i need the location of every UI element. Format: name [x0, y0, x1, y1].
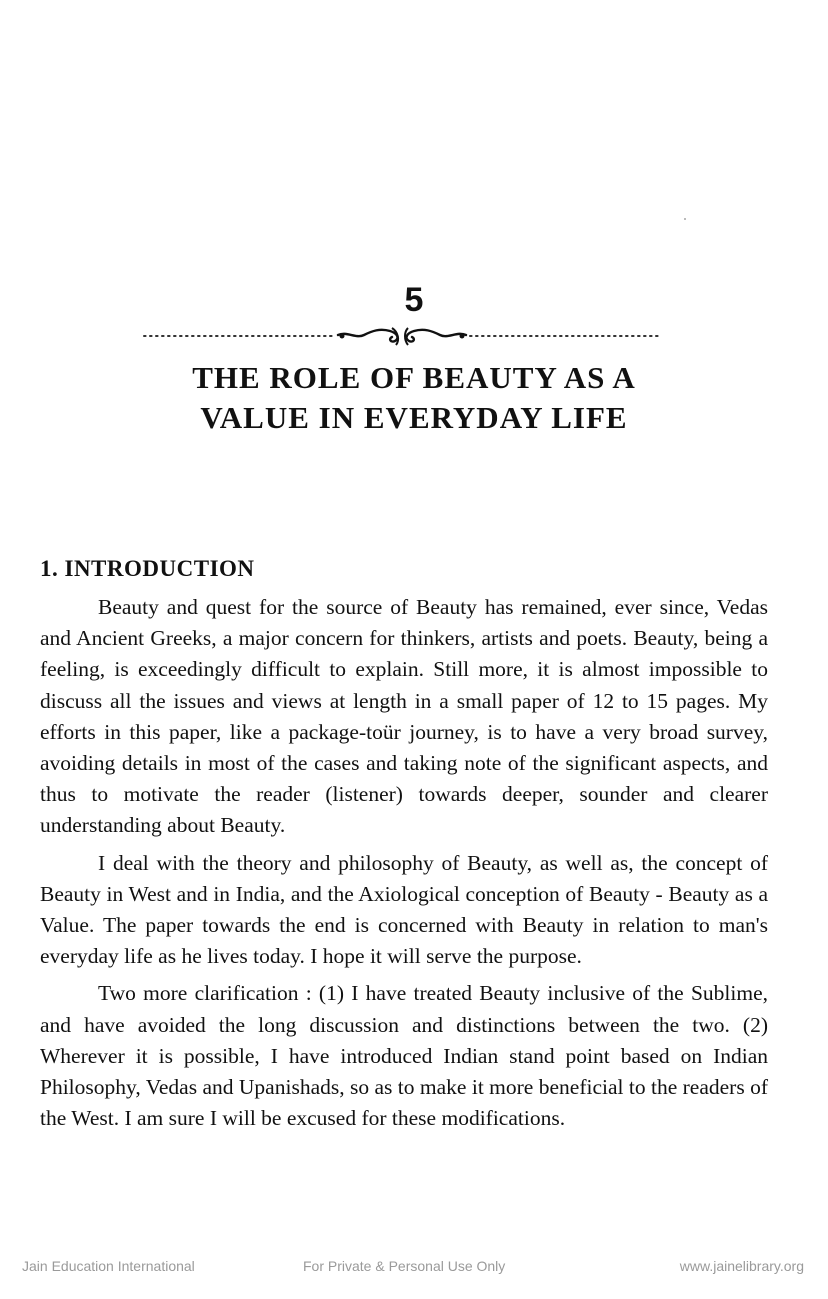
- scan-speck: [684, 218, 686, 220]
- paragraph-2: I deal with the theory and philosophy of Beauty, as well as, the concept of Beauty in West and in India, and the Axiological conception of Beauty - Beauty as a Value. The paper towards the end is concerned with Beauty in relation to man's everyday life as he lives today. I hope it will serve the purpose.: [40, 850, 768, 969]
- footer-usage-note: For Private & Personal Use Only: [303, 1258, 506, 1274]
- scroll-ornament-icon: [142, 322, 662, 348]
- chapter-title-line-1: THE ROLE OF BEAUTY AS A: [192, 360, 636, 395]
- paragraph-1: Beauty and quest for the source of Beauty has remained, ever since, Vedas and Ancient Greeks, a major concern for thinkers, artists and poets. Beauty, being a feeling, is exceedingly difficult to explain. Still more, it is almost impossible to discuss all the issues and views at length in a small paper of 12 to 15 pages. My efforts in this paper, like a package-toür journey, is to have a very broad survey, avoiding details in most of the cases and taking note of the significant aspects, and thus to motivate the reader (listener) towards deeper, sounder and clearer understanding about Beauty.: [40, 595, 768, 838]
- section-heading: 1. INTRODUCTION: [40, 556, 255, 581]
- chapter-title-line-2: VALUE IN EVERYDAY LIFE: [200, 400, 628, 435]
- chapter-number: 5: [404, 281, 424, 319]
- chapter-title: [0, 358, 828, 438]
- page-footer: [0, 1258, 828, 1280]
- footer-publisher: Jain Education International: [22, 1258, 195, 1274]
- body-text: [40, 592, 768, 1140]
- footer-website: www.jainelibrary.org: [679, 1258, 804, 1274]
- paragraph-3: Two more clarification : (1) I have treated Beauty inclusive of the Sublime, and have avoided the long discussion and distinctions between the two. (2) Wherever it is possible, I have introduced Indian stand point based on Indian Philosophy, Vedas and Upanishads, so as to make it more beneficial to the readers of the West. I am sure I will be excused for these modifications.: [40, 981, 768, 1131]
